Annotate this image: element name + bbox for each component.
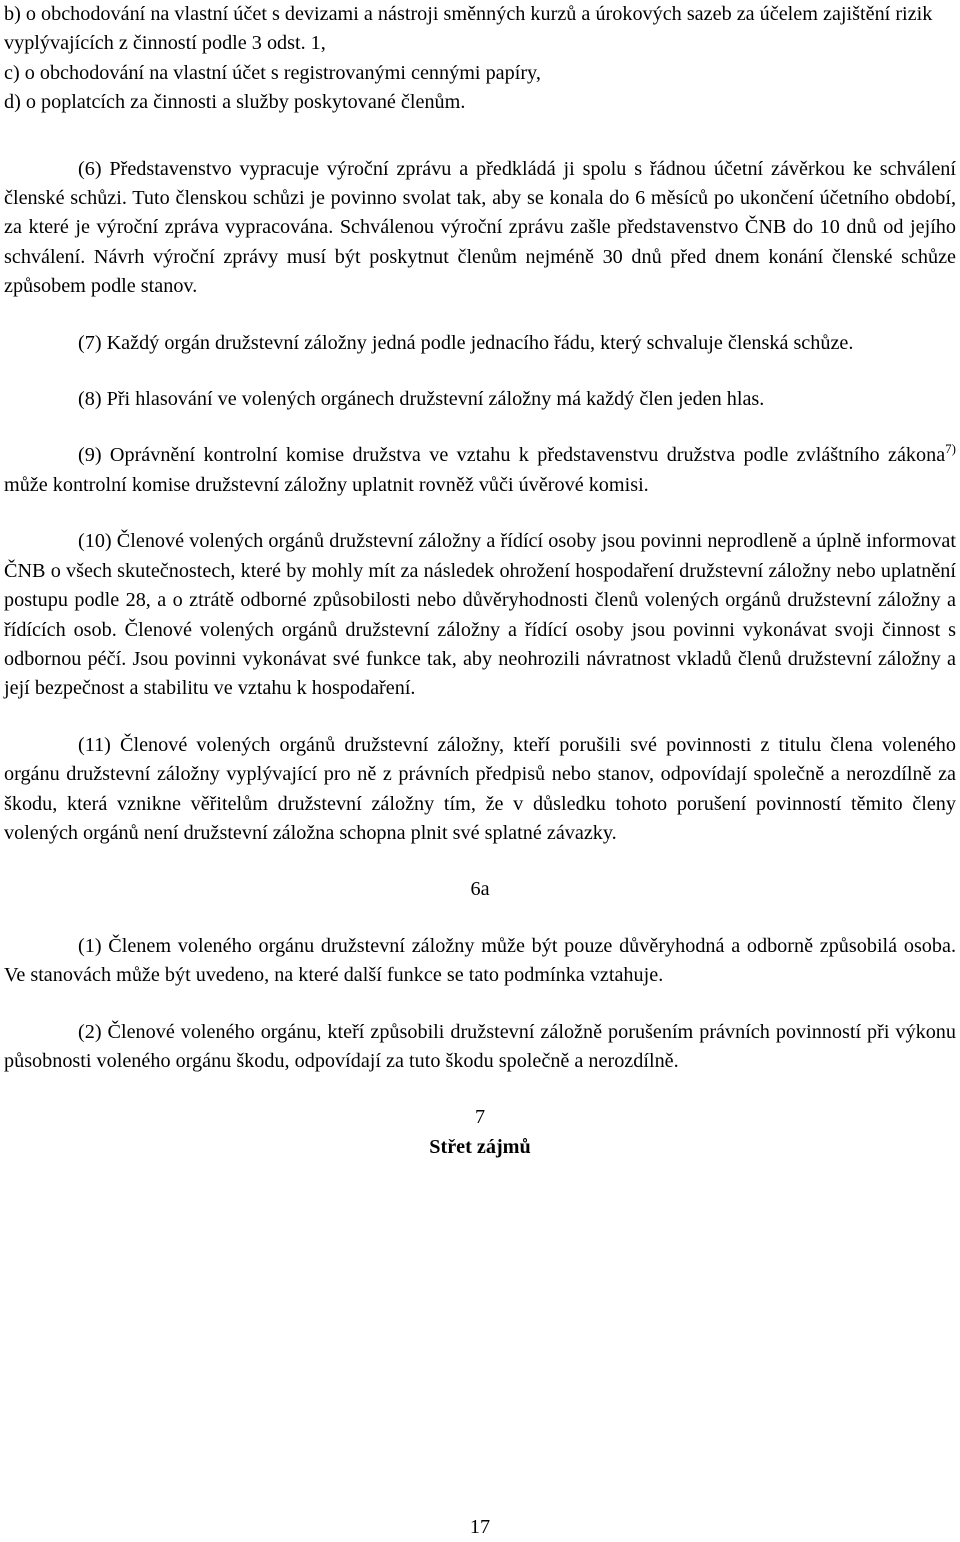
paragraph-9 — [4, 441, 956, 500]
item-c: c) o obchodování na vlastní účet s registrovanými cennými papíry, — [4, 61, 541, 84]
paragraph-11: (11) Členové volených orgánů družstevní záložny, kteří porušili své povinnosti z titulu člena voleného orgánu družstevní záložny vyplývající pro ně z právních předpisů nebo stanov, odpovídají společně a nerozdílně za škodu, která vznikne věřitelům družstevní záložny tím, že v důsledku tohoto porušení povinností těmito členy volených orgánů není družstevní záložna schopna plnit své splatné závazky. — [4, 733, 956, 844]
page-number: 17 — [469, 1516, 491, 1538]
document-page — [4, 0, 956, 1162]
paragraph-8: (8) Při hlasování ve volených orgánech družstevní záložny má každý člen jeden hlas. — [78, 388, 765, 411]
paragraph-7: (7) Každý orgán družstevní záložny jedná podle jednacího řádu, který schvaluje členská schůze. — [78, 331, 854, 354]
section-7-number: 7 — [474, 1106, 486, 1129]
paragraph-9-text: (9) Oprávnění kontrolní komise družstva ve vztahu k představenstvu družstva podle zvláštního zákona — [78, 444, 946, 467]
paragraph-6: (6) Představenstvo vypracuje výroční zprávu a předkládá ji spolu s řádnou účetní závěrkou ke schválení členské schůzi. Tuto členskou schůzi je povinno svolat tak, aby se konala do 6 měsíců po ukončení účetního období, za které je výroční zpráva vypracována. Schválenou výroční zprávu zašle představenstvo ČNB do 10 dnů od jejího schválení. Návrh výroční zprávy musí být poskytnut členům nejméně 30 dnů před dnem konání členské schůze způsobem podle stanov. — [4, 157, 956, 298]
paragraph-9-text-end: může kontrolní komise družstevní záložny uplatnit rovněž vůči úvěrové komisi. — [4, 473, 649, 496]
section-6a-paragraph-1: (1) Členem voleného orgánu družstevní záložny může být pouze důvěryhodná a odborně způsobilá osoba. Ve stanovách může být uvedeno, na které další funkce se tato podmínka vztahuje. — [4, 934, 956, 987]
footnote-reference: 7) — [945, 441, 956, 457]
section-6a-paragraph-2: (2) Členové voleného orgánu, kteří způsobili družstevní záložně porušením právních povinností při výkonu působnosti voleného orgánu škodu, odpovídají za tuto škodu společně a nerozdílně. — [4, 1020, 956, 1072]
section-6a-heading: 6a — [470, 878, 490, 901]
item-b: b) o obchodování na vlastní účet s devizami a nástroji směnných kurzů a úrokových sazeb za účelem zajištění rizik vyplývajících z činností podle 3 odst. 1, — [4, 3, 933, 55]
section-7-title: Střet zájmů — [429, 1135, 531, 1158]
paragraph-10: (10) Členové volených orgánů družstevní záložny a řídící osoby jsou povinni neprodleně a úplně informovat ČNB o všech skutečnostech, které by mohly mít za následek ohrožení hospodaření družstevní záložny nebo uplatnění postupu podle 28, a o ztrátě odborné způsobilosti nebo důvěryhodnosti členů volených orgánů družstevní záložny a řídících osob. Členové volených orgánů družstevní záložny a řídící osoby jsou povinni vykonávat svoji činnost s odbornou péčí. Jsou povinni vykonávat své funkce tak, aby neohrozili návratnost vkladů členů družstevní záložny a její bezpečnost a stabilitu ve vztahu k hospodaření. — [4, 530, 956, 700]
item-d: d) o poplatcích za činnosti a služby poskytované členům. — [4, 91, 466, 114]
